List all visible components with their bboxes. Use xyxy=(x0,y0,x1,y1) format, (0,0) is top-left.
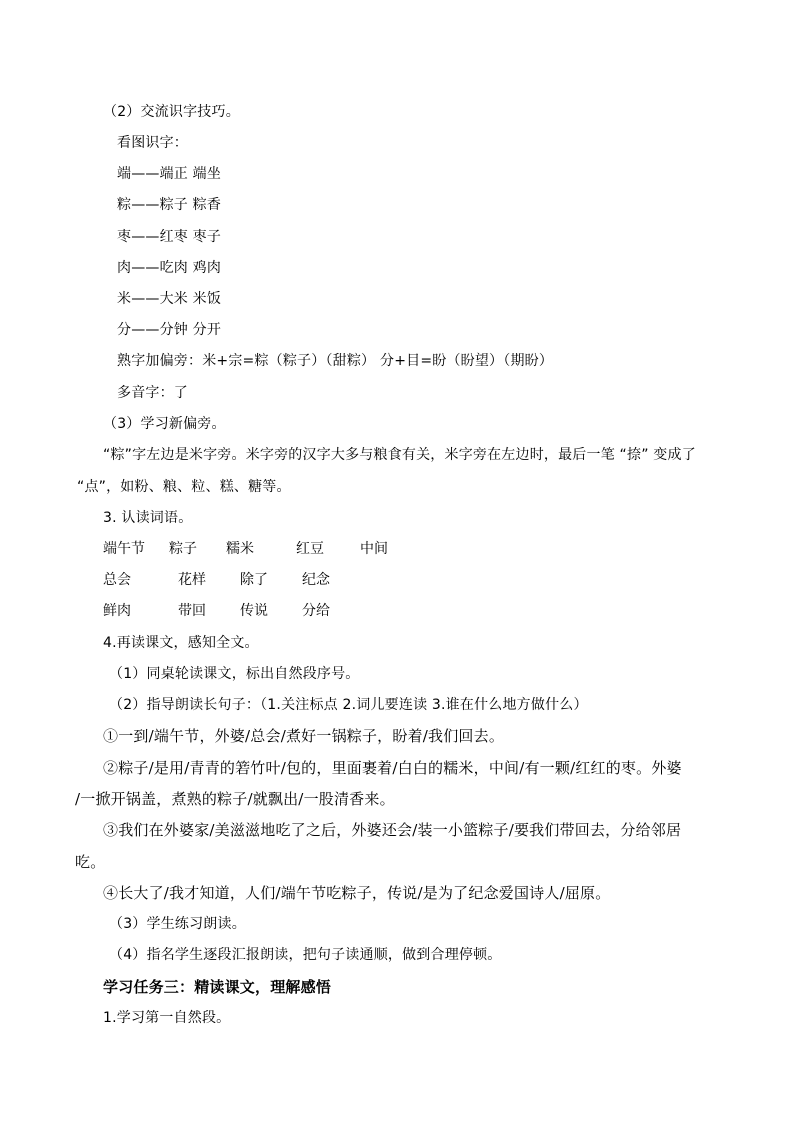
char-pair-line: 肉——吃肉 鸡肉 xyxy=(117,260,222,276)
word-item: 带回 xyxy=(178,603,206,619)
sentence-3-part1: ③我们在外婆家/美滋滋地吃了之后，外婆还会/装一小篮粽子/要我们带回去，分给邻居 xyxy=(103,821,682,839)
para-read-words: 3. 认读词语。 xyxy=(103,510,193,526)
word-item: 分给 xyxy=(302,603,330,619)
polyphone-line: 多音字：了 xyxy=(117,385,188,401)
word-item: 糯米 xyxy=(226,541,254,557)
char-pair-line: 粽——粽子 粽香 xyxy=(117,197,222,213)
word-item: 鲜肉 xyxy=(103,603,131,619)
word-item: 纪念 xyxy=(302,572,330,588)
radical-addition-1: 熟字加偏旁：米+宗=粽（粽子）（甜粽） xyxy=(117,353,376,369)
word-item: 红豆 xyxy=(296,541,324,557)
sentence-1: ①一到/端午节，外婆/总会/煮好一锅粽子，盼着/我们回去。 xyxy=(103,727,505,745)
para-exchange-tips: （2）交流识字技巧。 xyxy=(103,104,240,120)
para-first-paragraph: 1.学习第一自然段。 xyxy=(103,1010,231,1026)
para-practice-read: （3）学生练习朗读。 xyxy=(109,916,246,932)
word-item: 花样 xyxy=(178,572,206,588)
para-guide-long-sentences: （2）指导朗读长句子：（1.关注标点 2.词儿要连读 3.谁在什么地方做什么） xyxy=(109,697,588,713)
word-item: 总会 xyxy=(103,572,131,588)
para-radical-examples: “点”，如粉、粮、粒、糕、糖等。 xyxy=(77,479,291,495)
para-radical-explain: “粽”字左边是米字旁。米字旁的汉字大多与粮食有关，米字旁在左边时，最后一笔 “捺” 变成了 xyxy=(103,447,696,463)
sentence-4: ④长大了/我才知道，人们/端午节吃粽子，传说/是为了纪念爱国诗人/屈原。 xyxy=(103,884,611,902)
sentence-2-part2: /一掀开锅盖，煮熟的粽子/就飘出/一股清香来。 xyxy=(75,790,395,808)
radical-addition-2: 分+目=盼（盼望）（期盼） xyxy=(380,353,554,369)
word-item: 中间 xyxy=(360,541,388,557)
word-item: 粽子 xyxy=(169,541,197,557)
char-pair-line: 枣——红枣 枣子 xyxy=(117,229,222,245)
char-pair-line: 端——端正 端坐 xyxy=(117,166,222,182)
word-item: 端午节 xyxy=(103,541,145,557)
para-partner-read: （1）同桌轮读课文，标出自然段序号。 xyxy=(109,666,360,682)
char-pair-line: 分——分钟 分开 xyxy=(117,322,222,338)
sentence-2-part1: ②粽子/是用/青青的箬竹叶/包的，里面裹着/白白的糯米，中间/有一颗/红红的枣。外婆 xyxy=(103,759,682,777)
word-item: 传说 xyxy=(240,603,268,619)
para-reread: 4.再读课文，感知全文。 xyxy=(103,635,259,651)
char-pair-line: 米——大米 米饭 xyxy=(117,291,222,307)
sentence-3-part2: 吃。 xyxy=(75,853,106,871)
para-picture-literacy: 看图识字： xyxy=(117,135,188,151)
section-heading: 学习任务三：精读课文，理解感悟 xyxy=(103,978,332,996)
para-report-read: （4）指名学生逐段汇报朗读，把句子读通顺，做到合理停顿。 xyxy=(109,947,502,963)
word-item: 除了 xyxy=(240,572,268,588)
para-new-radical: （3）学习新偏旁。 xyxy=(103,416,226,432)
